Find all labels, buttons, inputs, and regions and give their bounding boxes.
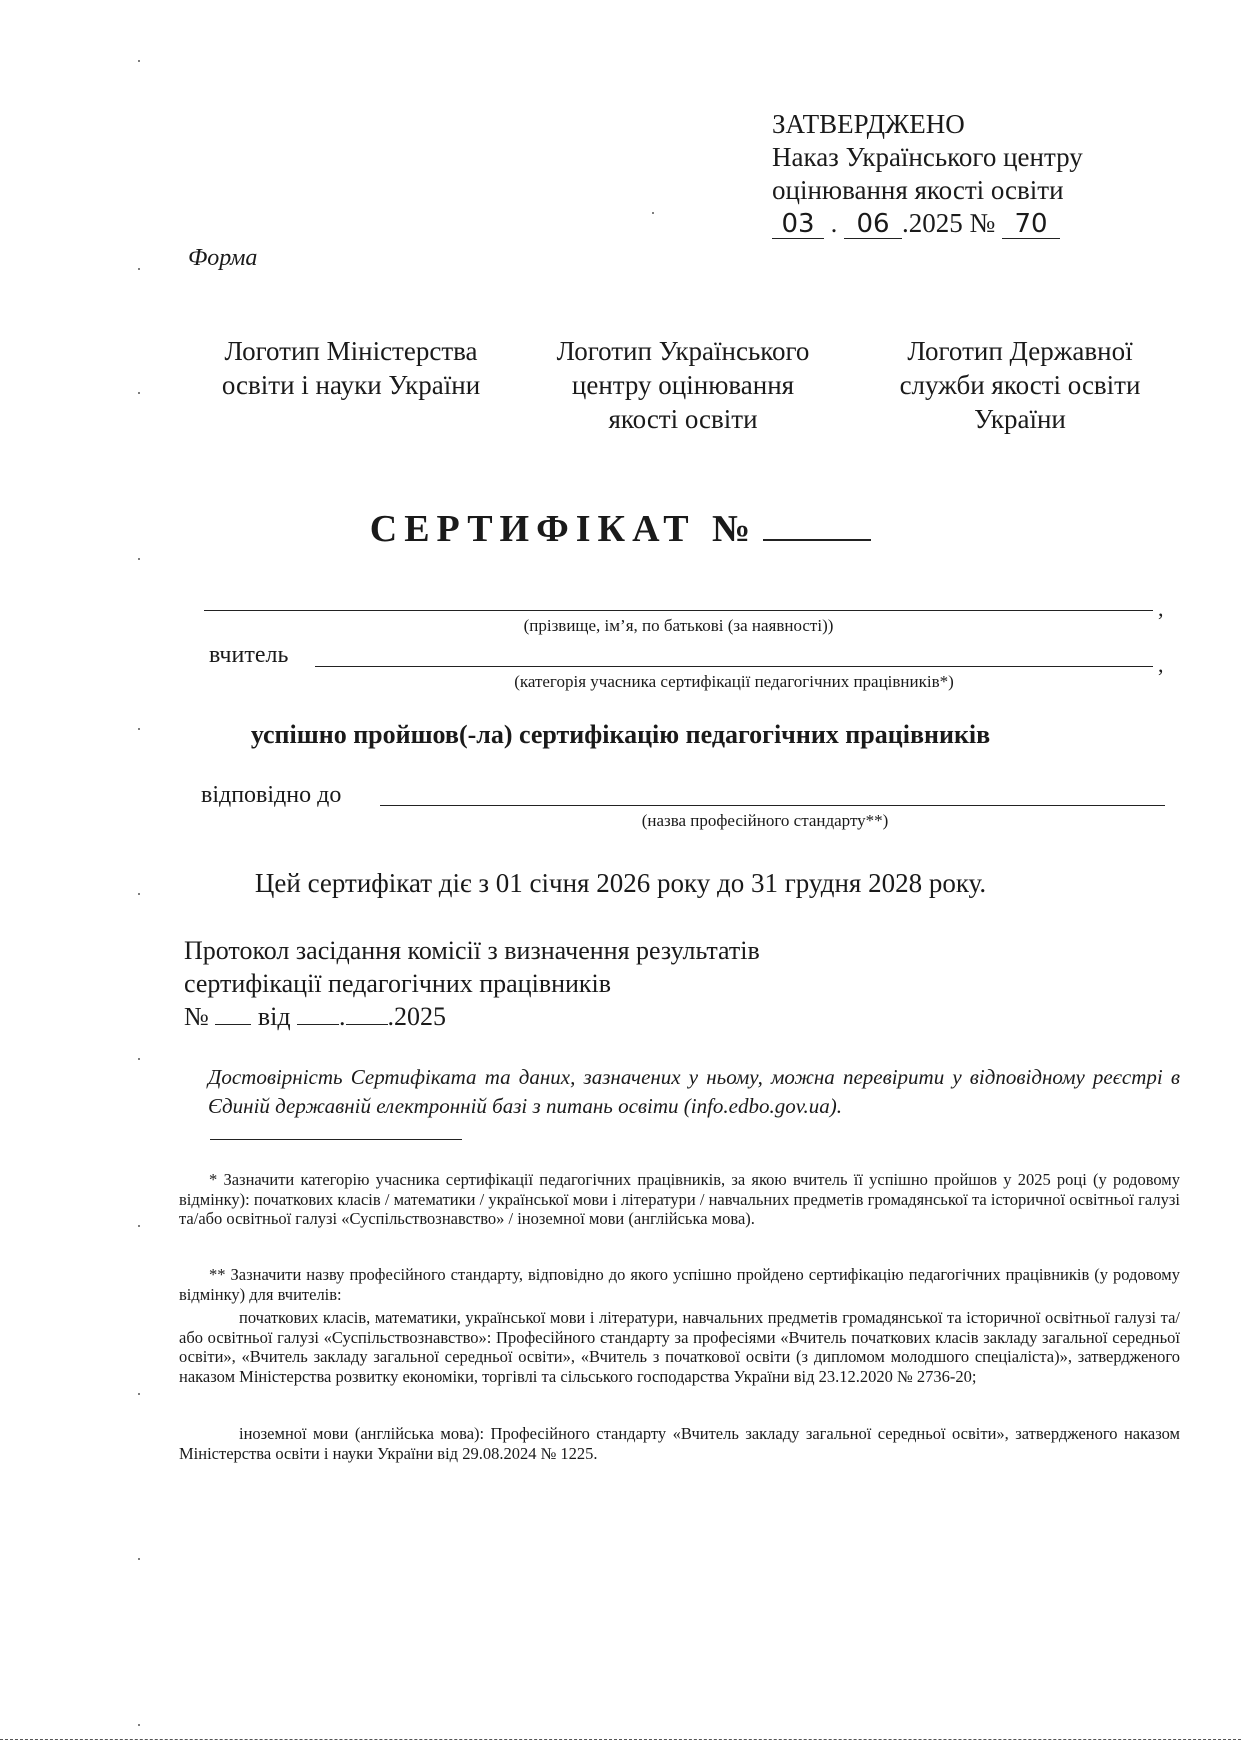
approval-heading: ЗАТВЕРДЖЕНО bbox=[772, 109, 965, 139]
approval-month: 06 bbox=[844, 210, 902, 239]
protocol-vid-label: від bbox=[257, 1002, 291, 1031]
validity-statement: Цей сертифікат діє з 01 січня 2026 року до 31 грудня 2028 року. bbox=[254, 868, 987, 898]
form-label: Форма bbox=[188, 245, 258, 271]
according-label: відповідно до bbox=[201, 782, 342, 808]
footnote-2b-text: іноземної мови (англійська мова): Професійного стандарту «Вчитель закладу загальної середньої освіти», затвердженого наказом Міністерства освіти і науки України від 29.08.2024 № 1225. bbox=[179, 1424, 1180, 1463]
logo-ucoyo-line1: Логотип Українського bbox=[556, 336, 810, 366]
approval-year-number-label: .2025 № bbox=[902, 208, 996, 238]
approval-order-line2: оцінювання якості освіти bbox=[772, 175, 1064, 205]
logo-ministry-line1: Логотип Міністерства bbox=[224, 336, 478, 366]
scan-dot bbox=[138, 1393, 140, 1395]
scan-dot bbox=[138, 1558, 140, 1560]
footnote-2a-text: початкових класів, математики, української мови і літератури, навчальних предметів громадянської та історичної освітньої галузі та/або освітньої галузі «Суспільствознавство»: Професійного стандарту за професіями «Вчитель початкових класів закладу загальної середньої освіти», «Вчитель закладу загальної середньої освіти», «Вчитель з початкової освіти (з дипломом молодшого спеціаліста)», затвердженого наказом Міністерства розвитку економіки, торгівлі та сільського господарства України від 23.12.2020 № 2736-20; bbox=[179, 1308, 1180, 1386]
approval-block bbox=[772, 108, 1083, 240]
category-caption: (категорія учасника сертифікації педагогічних працівників*) bbox=[514, 672, 954, 691]
protocol-line2: сертифікації педагогічних працівників bbox=[184, 969, 612, 998]
logo-state-service-line1: Логотип Державної bbox=[907, 336, 1133, 366]
success-statement: успішно пройшов(-ла) сертифікацію педагогічних працівників bbox=[250, 720, 991, 749]
approval-order-number: 70 bbox=[1002, 210, 1060, 239]
scan-dot bbox=[138, 728, 140, 730]
protocol-date-dot: . bbox=[339, 1002, 346, 1031]
certificate-number-blank bbox=[763, 505, 871, 541]
scan-dot bbox=[652, 212, 654, 214]
logo-state-service-line2: служби якості освіти bbox=[899, 370, 1141, 400]
approval-day: 03 bbox=[772, 210, 824, 239]
logo-ministry bbox=[196, 334, 506, 402]
protocol-no-label: № bbox=[184, 1002, 209, 1031]
scan-dot bbox=[138, 558, 140, 560]
footnote-1-text: * Зазначити категорію учасника сертифікації педагогічних працівників, за якою вчитель її успішно пройшов у 2025 році (у родовому відмінку): початкових класів / математики / української мови і літератури / навчальних предметів громадянської та історичної освітньої галузі та/або освітньої галузі «Суспільствознавство» / іноземної мови (англійська мова). bbox=[179, 1170, 1180, 1228]
name-line bbox=[204, 610, 1153, 611]
protocol-number-blank bbox=[215, 1002, 251, 1025]
footnote-2-text: ** Зазначити назву професійного стандарту, відповідно до якого успішно пройдено сертифікацію педагогічних працівників (у родовому відмінку) для вчителів: bbox=[179, 1265, 1180, 1304]
logo-ucoyo-line2: центру оцінювання bbox=[571, 370, 795, 400]
certificate-title-text: СЕРТИФІКАТ № bbox=[369, 508, 758, 550]
footnote-1 bbox=[179, 1170, 1180, 1229]
protocol-line1: Протокол засідання комісії з визначення результатів bbox=[184, 936, 760, 965]
name-caption: (прізвище, ім’я, по батькові (за наявності)) bbox=[523, 616, 834, 635]
logo-ucoyo-line3: якості освіти bbox=[608, 404, 758, 434]
protocol-block bbox=[184, 934, 760, 1033]
scan-dot bbox=[138, 392, 140, 394]
logo-state-service bbox=[870, 334, 1170, 436]
scan-dot bbox=[138, 893, 140, 895]
protocol-year: .2025 bbox=[387, 1002, 447, 1031]
teacher-label: вчитель bbox=[209, 642, 289, 668]
scan-dot bbox=[138, 268, 140, 270]
logo-ucoyo bbox=[530, 334, 836, 436]
category-line bbox=[315, 666, 1153, 667]
certificate-title bbox=[0, 505, 1241, 551]
footnote-2b bbox=[179, 1424, 1180, 1463]
footnote-2 bbox=[179, 1265, 1180, 1304]
scan-dot bbox=[138, 1724, 140, 1726]
protocol-day-blank bbox=[297, 1002, 339, 1025]
approval-date-line: 03 . 06 .2025 № 70 bbox=[772, 207, 1083, 240]
approval-order-line1: Наказ Українського центру bbox=[772, 142, 1083, 172]
name-line-comma: , bbox=[1158, 596, 1164, 621]
scan-dot bbox=[138, 1225, 140, 1227]
standard-caption: (назва професійного стандарту**) bbox=[641, 811, 889, 830]
protocol-number-line bbox=[184, 1000, 760, 1033]
footnote-2a bbox=[179, 1308, 1180, 1386]
scan-dot bbox=[138, 60, 140, 62]
protocol-month-blank bbox=[346, 1002, 388, 1025]
scan-dot bbox=[138, 1058, 140, 1060]
category-line-comma: , bbox=[1158, 652, 1164, 677]
footnote-separator bbox=[210, 1139, 462, 1140]
logo-ministry-line2: освіти і науки України bbox=[221, 370, 481, 400]
verification-note: Достовірність Сертифіката та даних, зазначених у ньому, можна перевірити у відповідному реєстрі в Єдиній державній електронній базі з питань освіти (info.edbo.gov.ua). bbox=[208, 1065, 1180, 1118]
standard-line bbox=[380, 805, 1165, 806]
scan-bottom-edge bbox=[0, 1739, 1241, 1740]
logo-state-service-line3: України bbox=[974, 404, 1066, 434]
